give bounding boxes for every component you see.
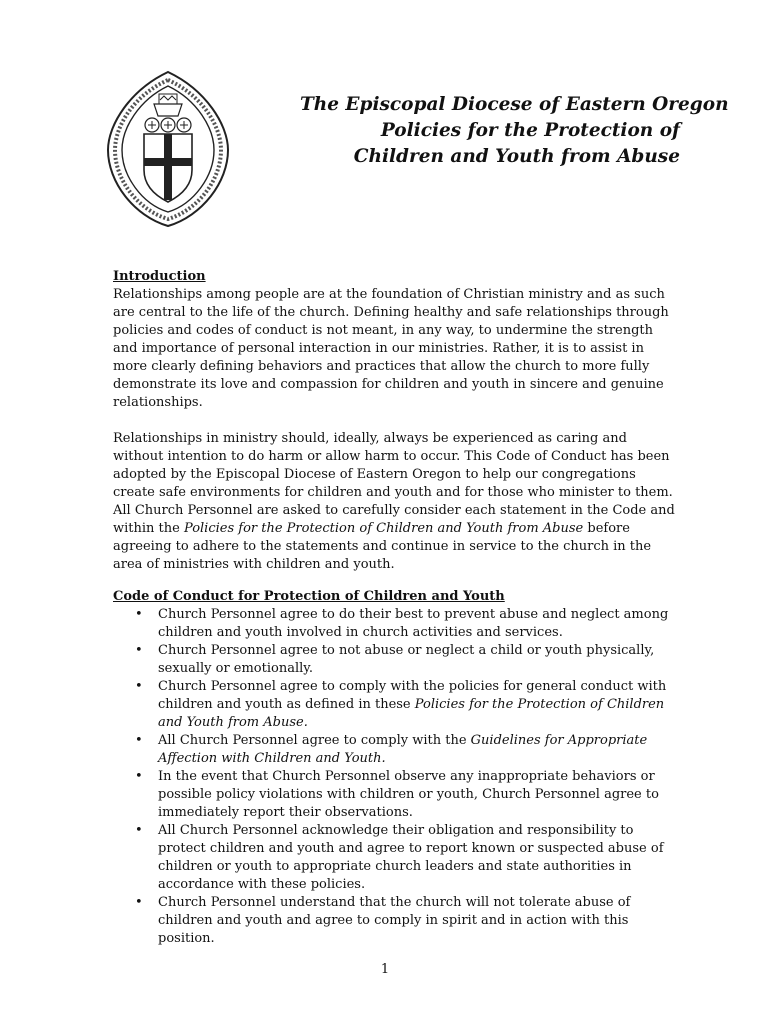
bullet-icon: • xyxy=(135,823,143,838)
bullet-icon: • xyxy=(135,895,143,910)
introduction-paragraph-1: Relationships among people are at the foundation of Christian ministry and as such are central to the life of the church. Defining healthy and safe relationships through policies and codes of conduct is not meant, in any way, to undermine the strength and importance of personal interaction in our ministries. Rather, it is to assist in more clearly defining behaviors and practices that allow the church to more fully demonstrate its love and compassion for children and youth in sincere and genuine relationships. xyxy=(113,287,669,410)
list-item-text: All Church Personnel acknowledge their obligation and responsibility to protect children and youth and agree to report known or suspected abuse of children or youth to appropriate church leaders and state authorities in accordance with these policies. xyxy=(158,823,664,892)
list-item xyxy=(113,732,678,768)
diocese-seal-logo xyxy=(106,70,230,228)
list-item xyxy=(113,822,678,894)
paragraph-2-text-b: before agreeing to adhere to the statements and continue in service to the church in the area of ministries with children and youth. xyxy=(113,521,652,572)
list-item-text: Church Personnel agree to do their best to prevent abuse and neglect among children and youth involved in church activities and services. xyxy=(158,607,669,640)
title-line-2: Policies for the Protection of xyxy=(380,120,680,141)
document-title xyxy=(300,92,729,170)
introduction-heading: Introduction xyxy=(113,269,206,284)
paragraph-2-text-a: Relationships in ministry should, ideally, always be experienced as caring and without intention to do harm or allow harm to occur. This Code of Conduct has been adopted by the Episcopal Diocese of Eastern Oregon to help our congregations create safe environments for children and youth and for those who minister to them. All Church Personnel are asked to carefully consider each statement in the Code and within the xyxy=(113,431,675,536)
introduction-paragraph-2 xyxy=(113,430,678,574)
bullet-icon: • xyxy=(135,679,143,694)
list-item xyxy=(113,768,678,822)
title-line-1: The Episcopal Diocese of Eastern Oregon xyxy=(300,94,729,115)
list-item xyxy=(113,606,678,642)
guidelines-title-reference: Guidelines for Appropriate Affection with Children and Youth. xyxy=(158,733,648,766)
document-body xyxy=(113,268,678,948)
list-item xyxy=(113,894,678,948)
policies-title-reference: Policies for the Protection of Children and Youth from Abuse xyxy=(183,521,584,536)
title-line-3: Children and Youth from Abuse xyxy=(353,146,680,167)
code-of-conduct-list xyxy=(113,606,678,948)
policies-title-reference: Policies for the Protection of Children and Youth from Abuse. xyxy=(158,697,665,730)
bullet-icon: • xyxy=(135,643,143,658)
bullet-icon: • xyxy=(135,607,143,622)
list-item xyxy=(113,678,678,732)
list-item-text: All Church Personnel agree to comply with the xyxy=(158,733,471,748)
list-item-text: Church Personnel understand that the church will not tolerate abuse of children and youth and agree to comply in spirit and in action with this position. xyxy=(158,895,631,946)
bullet-icon: • xyxy=(135,733,143,748)
page-number: 1 xyxy=(380,962,390,977)
bullet-icon: • xyxy=(135,769,143,784)
code-of-conduct-heading: Code of Conduct for Protection of Children and Youth xyxy=(113,589,505,604)
list-item-text: In the event that Church Personnel observe any inappropriate behaviors or possible policy violations with children or youth, Church Personnel agree to immediately report their observations. xyxy=(158,769,659,820)
list-item-text: Church Personnel agree to not abuse or neglect a child or youth physically, sexually or emotionally. xyxy=(158,643,655,676)
list-item-text: Church Personnel agree to comply with the policies for general conduct with children and youth as defined in these xyxy=(158,679,667,712)
list-item xyxy=(113,642,678,678)
